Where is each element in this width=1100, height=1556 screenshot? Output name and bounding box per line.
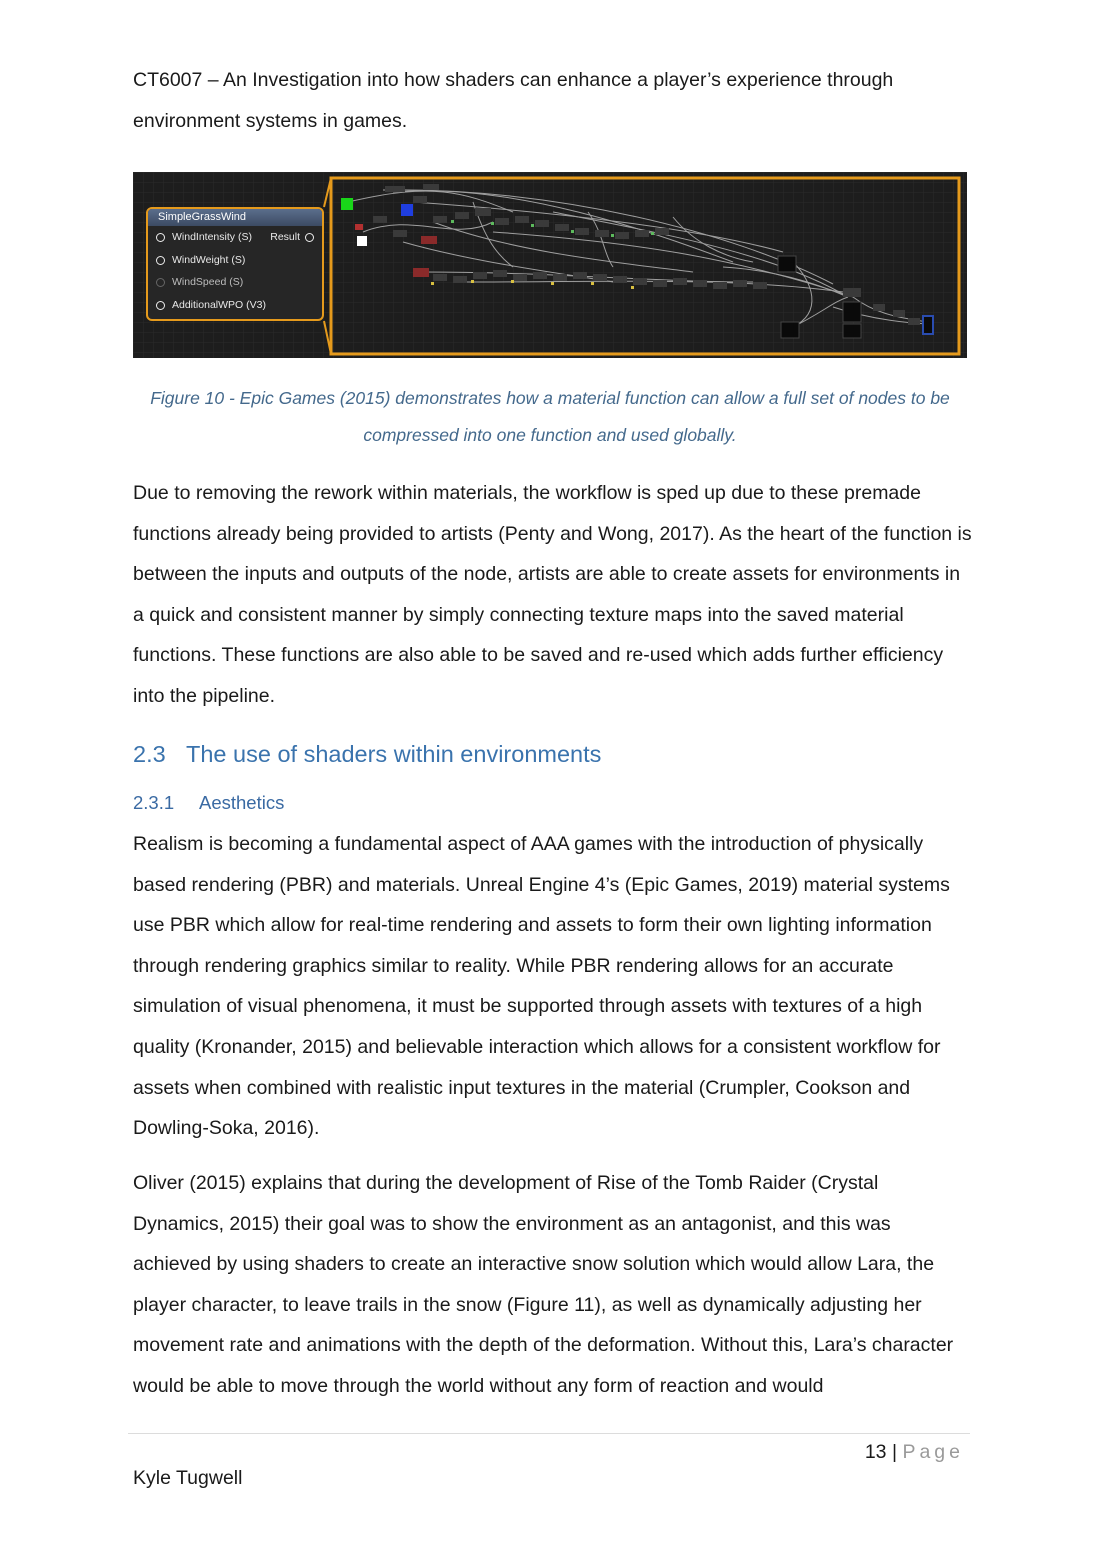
input-label: WindIntensity (S) [172,231,252,243]
input-pin-icon [156,301,165,310]
input-pin-icon [156,233,165,242]
section-title: The use of shaders within environments [186,741,602,767]
footer-divider [128,1433,970,1434]
node-input-wind-intensity [148,226,322,249]
section-number: 2.3 [133,741,166,767]
simple-grass-wind-node [146,207,324,321]
page-number-value: 13 [864,1441,887,1463]
input-label: WindSpeed (S) [172,276,244,288]
input-label: WindWeight (S) [172,253,246,266]
body-paragraph-2: Realism is becoming a fundamental aspect of AAA games with the introduction of physically based rendering (PBR) and materials. Unreal Engine 4’s (Epic Games, 2019) material systems use PBR which allow for real-time rendering and assets to form their own lighting information through rendering graphics similar to reality. While PBR rendering allows for an accurate simulation of visual phenomena, it must be supported through assets with textures of a high quality (Kronander, 2015) and believable interaction which allows for a consistent workflow for assets when combined with realistic input textures in the material (Crumpler, Cookson and Dowling-Soka, 2016). [133,833,950,1140]
document-header: CT6007 – An Investigation into how shaders can enhance a player’s experience through environment systems in games. [133,69,894,132]
section-heading [133,734,601,774]
subsection-heading [133,788,284,818]
node-title: SimpleGrassWind [148,209,322,226]
page-number [865,1437,964,1467]
body-paragraph-3: Oliver (2015) explains that during the development of Rise of the Tomb Raider (Crystal Dynamics, 2015) their goal was to show the environment as an antagonist, and this was achieved by using shaders to create an interactive snow solution which would allow Lara, the player character, to leave trails in the snow (Figure 11), as well as dynamically adjusting her movement rate and animations with the depth of the deformation. Without this, Lara’s character would be able to move through the world without any form of reaction and would [133,1172,954,1397]
page-label: Page [902,1441,964,1463]
subsection-title: Aesthetics [199,792,285,813]
footer-author: Kyle Tugwell [133,1467,243,1489]
subsection-number: 2.3.1 [133,792,175,813]
output-pin-icon [305,233,314,242]
node-input-wind-weight [148,249,322,272]
page-number-separator: | [891,1441,898,1463]
input-label: AdditionalWPO (V3) [172,298,266,311]
input-pin-icon [156,256,165,265]
figure-material-function-graph [133,172,967,358]
node-input-additional-wpo [148,294,322,317]
figure-caption: Figure 10 - Epic Games (2015) demonstrates how a material function can allow a full set of nodes to be compressed into one function and used globally. [150,388,950,445]
body-paragraph-1: Due to removing the rework within materials, the workflow is sped up due to these premade functions already being provided to artists (Penty and Wong, 2017). As the heart of the function is between the inputs and outputs of the node, artists are able to create assets for environments in a quick and consistent manner by simply connecting texture maps into the saved material functions. These functions are also able to be saved and re-used which adds further efficiency into the pipeline. [133,482,972,707]
node-input-wind-speed [148,271,322,294]
output-label: Result [270,231,300,243]
input-pin-icon [156,278,165,287]
